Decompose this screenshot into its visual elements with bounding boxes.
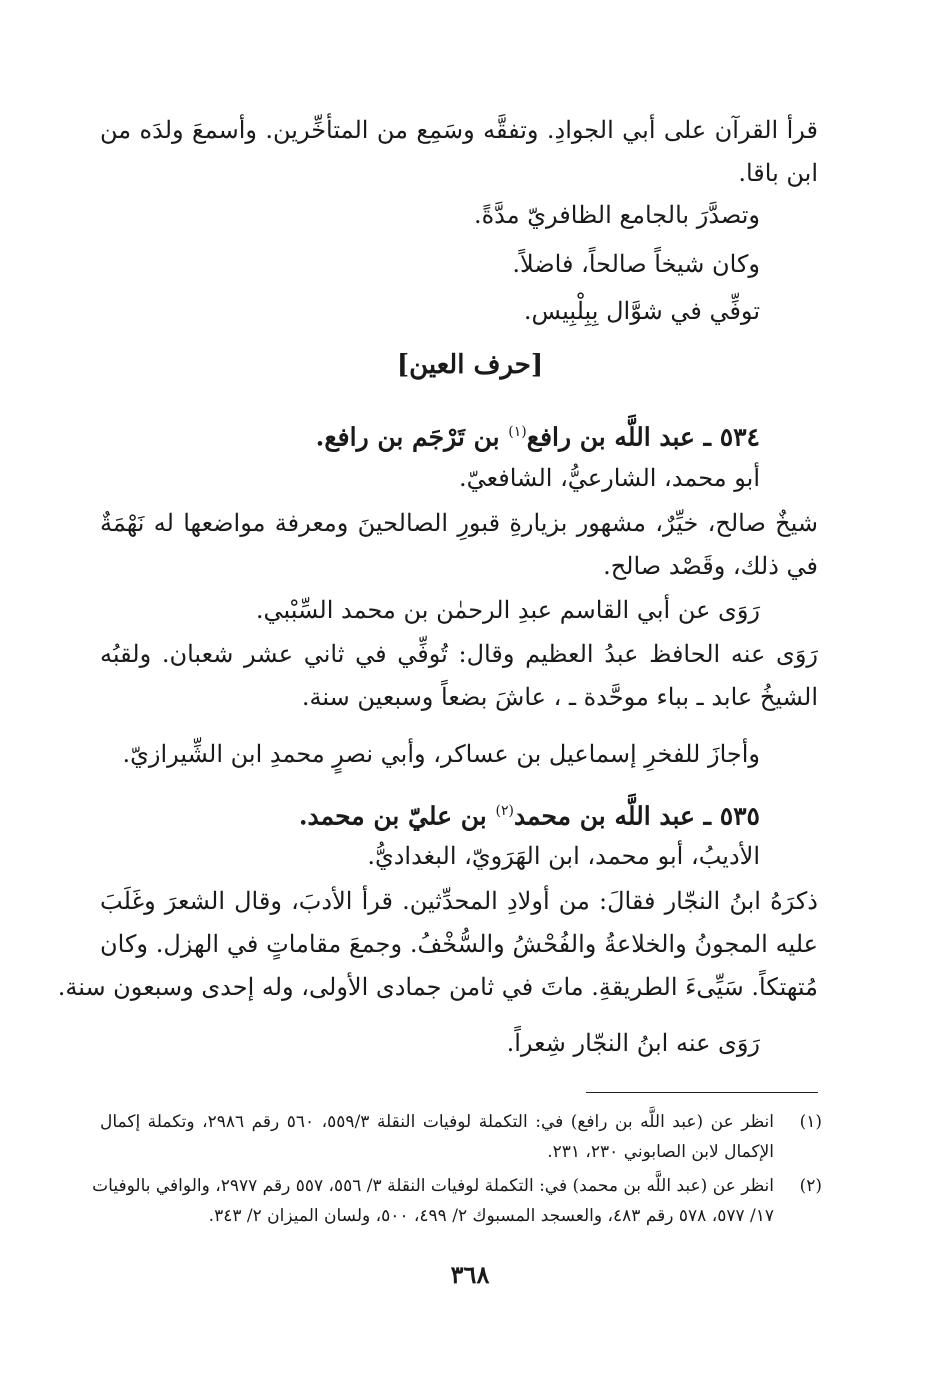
body-paragraph-line: قرأ القرآن على أبي الجوادِ. وتفقَّه وسَمِع من المتأخِّرين. وأسمعَ ولدَه من — [100, 116, 818, 144]
entry-riwaya: رَوَى عنه ابنُ النجّار شِعراً. — [506, 1029, 760, 1057]
entry-heading-lineage: بن عليّ بن محمد. — [298, 801, 496, 831]
body-paragraph: توفِّي في شوَّال بِبِلْبِيس. — [523, 297, 760, 325]
entry-description-line: ذكرَهُ ابنُ النجّار فقالَ: من أولادِ المحدِّثين. قرأ الأدبَ، وقال الشعرَ وغَلَبَ — [100, 887, 818, 915]
entry-description-line: مُتهتكاً. سَيِّىءَ الطريقةِ. ماتَ في ثامن جمادى الأولى، وله إحدى وسبعون سنة. — [57, 973, 818, 1001]
entry-heading — [316, 414, 760, 455]
entry-description-line: في ذلك، وقَصْد صالح. — [603, 552, 818, 580]
footnote-reference: (٢) — [495, 803, 514, 819]
section-heading: [حرف العين] — [396, 350, 544, 380]
body-paragraph: وكان شيخاً صالحاً، فاضلاً. — [512, 250, 760, 278]
entry-heading-name: ٥٣٥ ـ عبد اللَّه بن محمد — [513, 801, 760, 831]
footnote-reference: (١) — [508, 424, 527, 440]
footnote-text-line: الإكمال لابن الصابوني ٢٣٠، ٢٣١. — [547, 1142, 774, 1162]
entry-kunya: الأديبُ، أبو محمد، ابن الهَرَويّ، البغداديُّ. — [367, 842, 760, 870]
entry-kunya: أبو محمد، الشارعيُّ، الشافعيّ. — [459, 464, 760, 492]
entry-description-line: عليه المجونُ والخلاعةُ والفُحْشُ والسُّخْفُ. وجمعَ مقاماتٍ في الهزل. وكان — [100, 930, 818, 958]
footnote-2 — [92, 1172, 822, 1200]
entry-heading — [299, 793, 760, 834]
entry-ijaza: وأجازَ للفخرِ إسماعيل بن عساكر، وأبي نصرٍ محمدِ ابن الشِّيرازيّ. — [122, 740, 760, 768]
footnote-number: (٢) — [799, 1176, 822, 1196]
entry-heading-name: ٥٣٤ ـ عبد اللَّه بن رافع — [526, 422, 760, 452]
page-number: ٣٦٨ — [450, 1260, 490, 1289]
entry-riwaya: رَوَى عن أبي القاسم عبدِ الرحمٰن بن محمد السِّبْبي. — [255, 596, 760, 624]
footnote-number: (١) — [799, 1112, 822, 1132]
body-paragraph: وتصدَّرَ بالجامع الظافريّ مدَّةً. — [473, 201, 760, 229]
entry-riwaya-line: رَوَى عنه الحافظ عبدُ العظيم وقال: تُوفِّي في ثاني عشر شعبان. ولقبُه — [100, 640, 818, 668]
footnote-separator — [586, 1092, 818, 1093]
footnote-text-line: انظر عن (عبد اللَّه بن رافع) في: التكملة لوفيات النقلة ٥٥٩/٣، ٥٦٠ رقم ٢٩٨٦، وتكملة إكمال — [100, 1112, 774, 1132]
footnote-text-line: ١٧/ ٥٧٧، ٥٧٨ رقم ٤٨٣، والعسجد المسبوك ٢/ ٤٩٩، ٥٠٠، ولسان الميزان ٢/ ٣٤٣. — [208, 1206, 774, 1226]
entry-description-line: شيخٌ صالح، خيِّرٌ، مشهور بزيارةِ قبورِ الصالحينَ ومعرفة مواضعها له نَهْمَةٌ — [100, 509, 818, 537]
footnote-text-line: انظر عن (عبد اللَّه بن محمد) في: التكملة لوفيات النقلة ٣/ ٥٥٦، ٥٥٧ رقم ٢٩٧٧، والوافي بالوفيات — [92, 1176, 774, 1196]
footnote-1 — [100, 1108, 822, 1136]
entry-riwaya-line: الشيخُ عابد ـ بباء موحَّدة ـ ، عاشَ بضعاً وسبعين سنة. — [301, 683, 818, 711]
body-paragraph-line: ابن باقا. — [738, 159, 818, 187]
entry-heading-lineage: بن تَرْجَم بن رافع. — [315, 422, 509, 452]
